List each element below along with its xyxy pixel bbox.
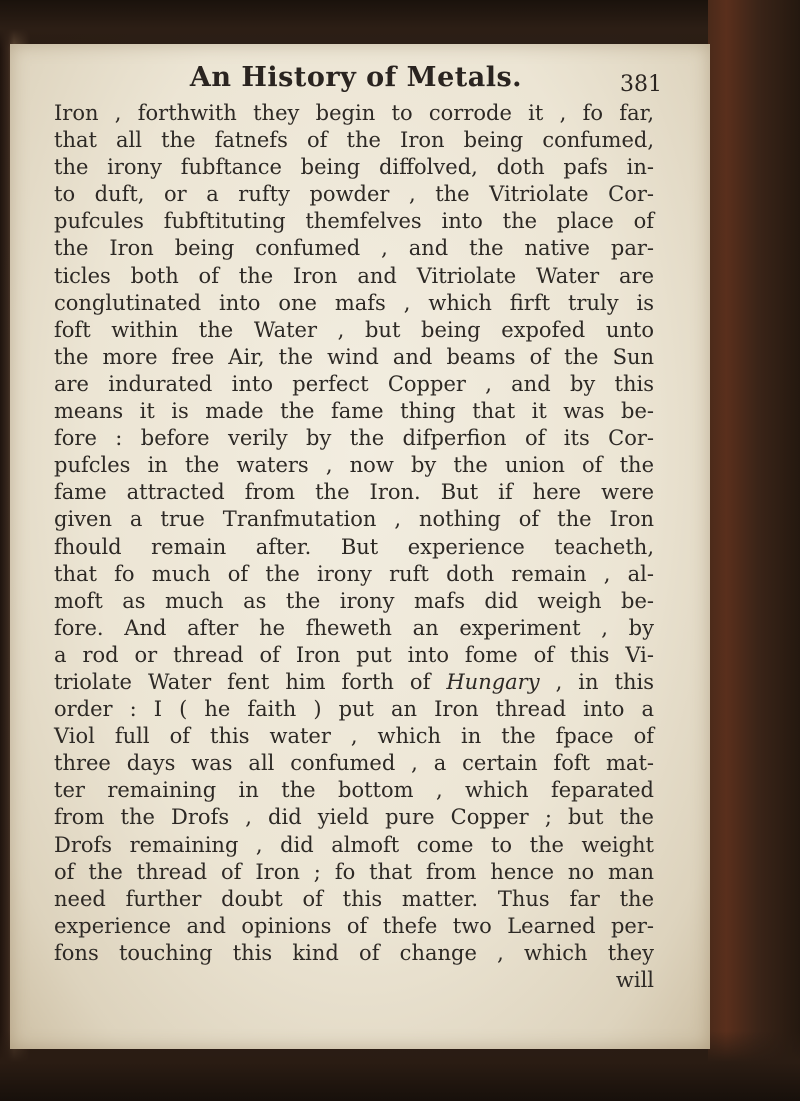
scan-top-edge bbox=[0, 0, 800, 48]
text-line: conglutinated into one mafs , which firft truly is bbox=[54, 290, 654, 315]
page-number: 381 bbox=[620, 72, 662, 97]
text-line: experience and opinions of thefe two Learned per- bbox=[54, 913, 654, 938]
book-binding-edge bbox=[708, 0, 800, 1101]
text-line: three days was all confumed , a certain foft mat- bbox=[54, 751, 654, 776]
text-line: order : I ( he faith ) put an Iron thread into a bbox=[54, 697, 654, 722]
text-line: Viol full of this water , which in the fpace of bbox=[54, 724, 654, 749]
text-line: means it is made the fame thing that it was be- bbox=[54, 399, 654, 424]
text-line: the more free Air, the wind and beams of the Sun bbox=[54, 344, 654, 369]
text-line: are indurated into perfect Copper , and by this bbox=[54, 371, 654, 396]
text-line: need further doubt of this matter. Thus far the bbox=[54, 886, 654, 911]
text-line: the irony fubftance being diffolved, doth pafs in- bbox=[54, 155, 654, 180]
text-line: pufcules fubftituting themfelves into the place of bbox=[54, 209, 654, 234]
text-line: given a true Tranfmutation , nothing of the Iron bbox=[54, 507, 654, 532]
text-line: fore : before verily by the difperfion of its Cor- bbox=[54, 426, 654, 451]
text-line: Drofs remaining , did almoft come to the weight bbox=[54, 832, 654, 857]
place-name: Hungary bbox=[446, 669, 540, 694]
text-line: that all the fatnefs of the Iron being confumed, bbox=[54, 128, 654, 153]
text-line: fame attracted from the Iron. But if here were bbox=[54, 480, 654, 505]
text-line: pufcles in the waters , now by the union of the bbox=[54, 453, 654, 478]
text-line: fhould remain after. But experience teacheth, bbox=[54, 534, 654, 559]
text-line: from the Drofs , did yield pure Copper ; but the bbox=[54, 805, 654, 830]
catchword: will bbox=[615, 968, 654, 992]
text-line: of the thread of Iron ; fo that from hence no man bbox=[54, 859, 654, 884]
text-line: Iron , forthwith they begin to corrode it , fo far, bbox=[54, 101, 654, 125]
text-line: that fo much of the irony ruft doth remain , al- bbox=[54, 561, 654, 586]
text-line: ter remaining in the bottom , which feparated bbox=[54, 778, 654, 803]
text-line: the Iron being confumed , and the native par- bbox=[54, 236, 654, 261]
text-line: to duft, or a rufty powder , the Vitriolate Cor- bbox=[54, 182, 654, 207]
text-line: a rod or thread of Iron put into fome of this Vi- bbox=[54, 642, 654, 667]
body-text bbox=[54, 100, 654, 994]
running-title: An History of Metals. bbox=[189, 62, 523, 93]
text-line: fore. And after he fheweth an experiment , by bbox=[54, 615, 654, 640]
text-line: moft as much as the irony mafs did weigh be- bbox=[54, 588, 654, 613]
text-line: fons touching this kind of change , which they bbox=[54, 940, 654, 965]
text-line: triolate Water fent him forth of Hungary , in this bbox=[54, 669, 655, 694]
text-line: foft within the Water , but being expofed unto bbox=[54, 317, 654, 342]
text-line: ticles both of the Iron and Vitriolate Water are bbox=[54, 263, 654, 288]
